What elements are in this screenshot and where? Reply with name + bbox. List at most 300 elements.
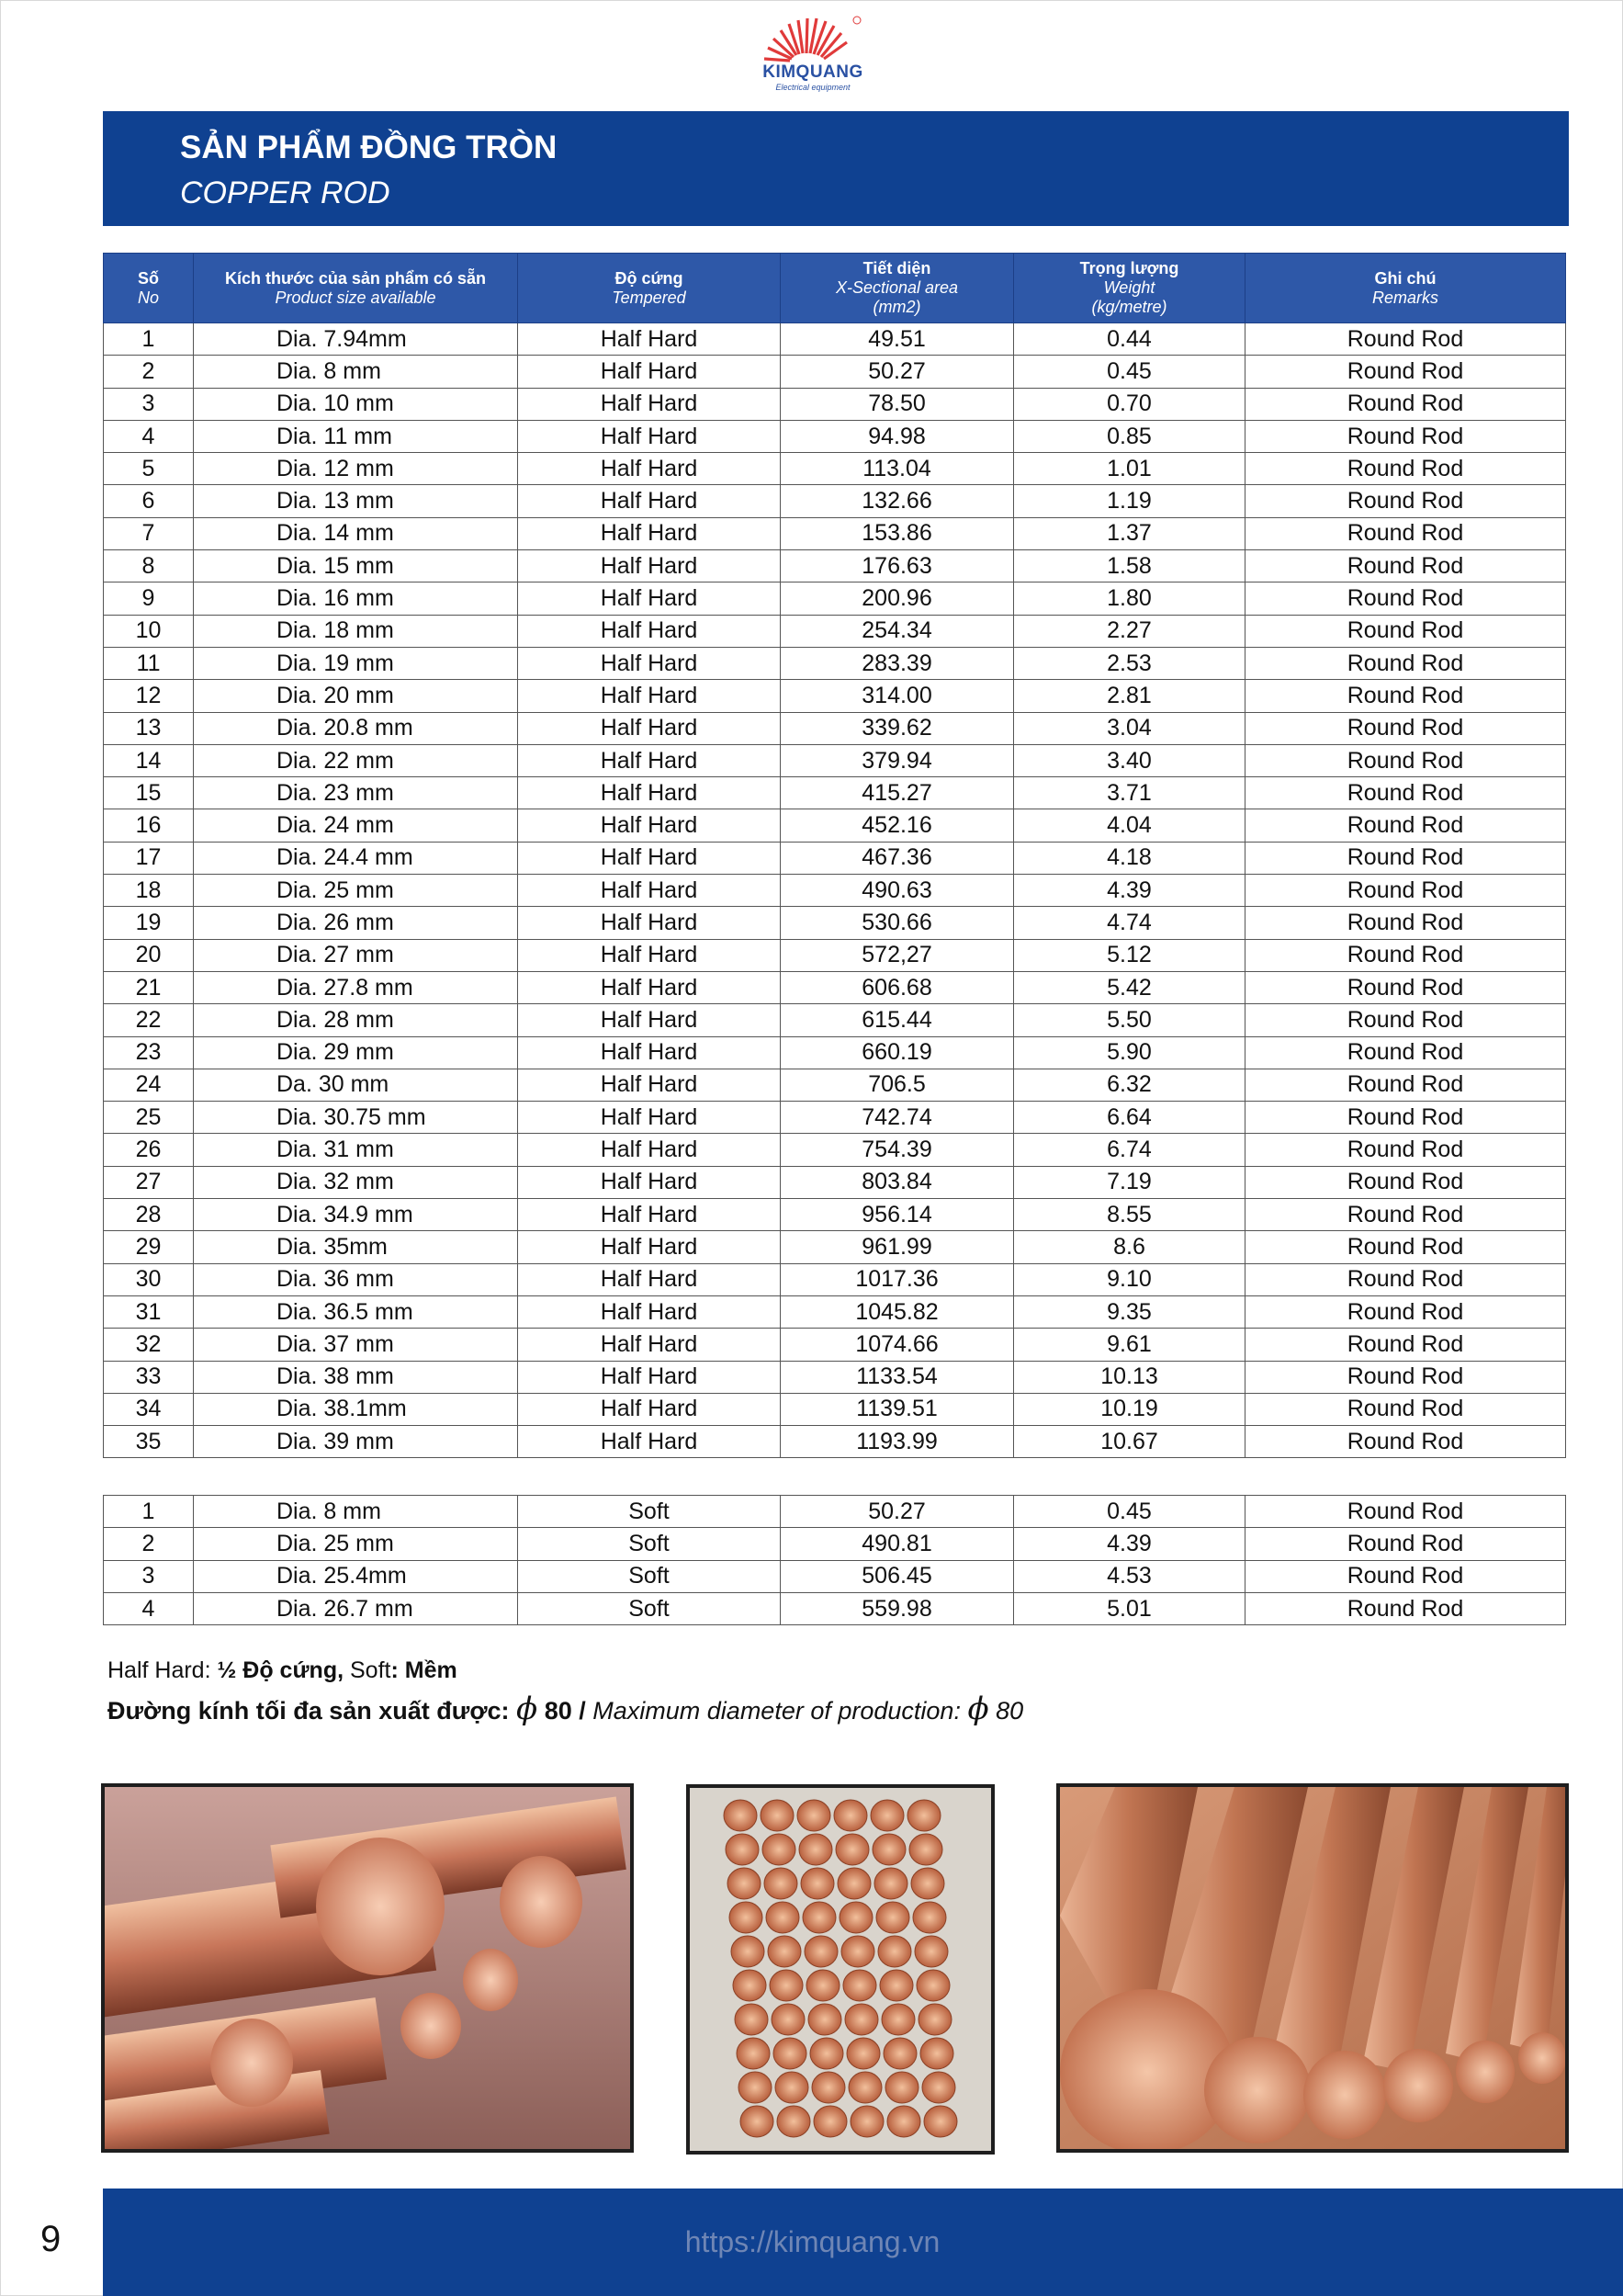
cell-weight: 6.74 [1014, 1134, 1245, 1166]
cell-area: 530.66 [781, 907, 1014, 939]
cell-area: 339.62 [781, 712, 1014, 744]
kimquang-logo [753, 13, 873, 92]
cell-size: Da. 30 mm [194, 1069, 518, 1101]
cell-size: Dia. 8 mm [194, 356, 518, 388]
cell-area: 132.66 [781, 485, 1014, 517]
cell-weight: 1.80 [1014, 582, 1245, 615]
cell-weight: 2.27 [1014, 615, 1245, 647]
cell-weight: 0.45 [1014, 1496, 1245, 1528]
rod-end-face [803, 1902, 836, 1933]
cell-area: 1017.36 [781, 1263, 1014, 1295]
rod-end-face [729, 1902, 762, 1933]
rod-end-face [922, 2072, 955, 2103]
table-row [104, 907, 1566, 939]
cell-no: 19 [104, 907, 194, 939]
cell-no: 2 [104, 356, 194, 388]
table-row [104, 712, 1566, 744]
cell-remarks: Round Rod [1245, 1036, 1566, 1069]
table-row [104, 582, 1566, 615]
table-row [104, 1560, 1566, 1592]
table-row [104, 875, 1566, 907]
legend-soft-value: : Mềm [390, 1657, 457, 1683]
cell-no: 13 [104, 712, 194, 744]
cell-size: Dia. 38 mm [194, 1361, 518, 1393]
table-row [104, 485, 1566, 517]
cell-weight: 4.18 [1014, 842, 1245, 874]
rod-end-face [735, 2004, 768, 2035]
cell-size: Dia. 26 mm [194, 907, 518, 939]
rod-end-face [841, 1936, 874, 1967]
cell-size: Dia. 11 mm [194, 420, 518, 452]
cell-tempered: Half Hard [518, 1134, 781, 1166]
table-row [104, 1496, 1566, 1528]
cell-weight: 3.40 [1014, 744, 1245, 776]
cell-weight: 0.45 [1014, 356, 1245, 388]
cell-no: 3 [104, 1560, 194, 1592]
cell-weight: 7.19 [1014, 1166, 1245, 1198]
cell-weight: 9.61 [1014, 1329, 1245, 1361]
rod-end-face [805, 1936, 838, 1967]
cell-no: 1 [104, 1496, 194, 1528]
table-row [104, 1134, 1566, 1166]
rod-end-face [740, 2106, 773, 2137]
cell-weight: 5.12 [1014, 939, 1245, 971]
cell-no: 33 [104, 1361, 194, 1393]
table-row [104, 356, 1566, 388]
cell-remarks: Round Rod [1245, 809, 1566, 842]
cell-no: 6 [104, 485, 194, 517]
rod-end-face [797, 1800, 830, 1831]
cell-no: 4 [104, 1592, 194, 1624]
rod-end-face [766, 1902, 799, 1933]
cell-size: Dia. 34.9 mm [194, 1199, 518, 1231]
rod-end-face [847, 2038, 880, 2069]
soft-table [103, 1495, 1566, 1625]
cell-remarks: Round Rod [1245, 1134, 1566, 1166]
cell-size: Dia. 32 mm [194, 1166, 518, 1198]
rod-end-face [873, 1834, 906, 1865]
cell-size: Dia. 20.8 mm [194, 712, 518, 744]
cell-no: 35 [104, 1426, 194, 1458]
table-row [104, 550, 1566, 582]
rod-end-face [806, 1970, 840, 2001]
table-row [104, 388, 1566, 420]
cell-remarks: Round Rod [1245, 875, 1566, 907]
cell-tempered: Half Hard [518, 777, 781, 809]
cell-weight: 2.53 [1014, 647, 1245, 679]
cell-tempered: Half Hard [518, 485, 781, 517]
page-title-vn: SẢN PHẨM ĐỒNG TRÒN [180, 130, 558, 165]
rod-end-face [770, 1970, 803, 2001]
rod-end-face [773, 2038, 806, 2069]
rod-end-face [724, 1800, 757, 1831]
rod-end-face [838, 1868, 871, 1899]
cell-area: 50.27 [781, 1496, 1014, 1528]
cell-tempered: Half Hard [518, 1426, 781, 1458]
cell-weight: 2.81 [1014, 680, 1245, 712]
table-row [104, 1004, 1566, 1036]
cell-tempered: Half Hard [518, 907, 781, 939]
rod-end-face [762, 1834, 795, 1865]
cell-tempered: Half Hard [518, 1102, 781, 1134]
cell-tempered: Half Hard [518, 971, 781, 1003]
cell-size: Dia. 38.1mm [194, 1393, 518, 1425]
cell-size: Dia. 7.94mm [194, 323, 518, 356]
cell-area: 615.44 [781, 1004, 1014, 1036]
sunburst-logo-icon [753, 13, 873, 68]
cell-weight: 4.04 [1014, 809, 1245, 842]
rod-end-face [764, 1868, 797, 1899]
cell-remarks: Round Rod [1245, 680, 1566, 712]
cell-weight: 1.37 [1014, 517, 1245, 549]
cell-remarks: Round Rod [1245, 712, 1566, 744]
separator: / [571, 1697, 593, 1725]
cell-tempered: Half Hard [518, 420, 781, 452]
cell-no: 27 [104, 1166, 194, 1198]
cell-area: 754.39 [781, 1134, 1014, 1166]
table-row [104, 1166, 1566, 1198]
cell-tempered: Half Hard [518, 615, 781, 647]
cell-tempered: Half Hard [518, 1004, 781, 1036]
cell-weight: 4.39 [1014, 1528, 1245, 1560]
rod-end-face [884, 2038, 917, 2069]
table-row [104, 842, 1566, 874]
cell-size: Dia. 8 mm [194, 1496, 518, 1528]
rod-end-face [775, 2072, 808, 2103]
copper-rods-photo-3 [1056, 1783, 1569, 2153]
max-diameter-note [107, 1691, 1023, 1727]
cell-area: 572,27 [781, 939, 1014, 971]
rod-end-face [907, 1800, 941, 1831]
cell-size: Dia. 27.8 mm [194, 971, 518, 1003]
cell-size: Dia. 36 mm [194, 1263, 518, 1295]
cell-no: 14 [104, 744, 194, 776]
rod-end-face [812, 2072, 845, 2103]
rod-end-face [808, 2004, 841, 2035]
cell-weight: 10.13 [1014, 1361, 1245, 1393]
rod-end-face [919, 2004, 952, 2035]
cell-weight: 10.19 [1014, 1393, 1245, 1425]
cell-tempered: Half Hard [518, 1199, 781, 1231]
rod-end-face [880, 1970, 913, 2001]
max-diameter-vn: Đường kính tối đa sản xuất được: [107, 1697, 517, 1725]
rod-end-face [777, 2106, 810, 2137]
table-row [104, 1393, 1566, 1425]
cell-remarks: Round Rod [1245, 1496, 1566, 1528]
cell-weight: 0.85 [1014, 420, 1245, 452]
cell-no: 5 [104, 453, 194, 485]
rod-end-face [924, 2106, 957, 2137]
cell-weight: 5.90 [1014, 1036, 1245, 1069]
table-row [104, 420, 1566, 452]
cell-tempered: Soft [518, 1592, 781, 1624]
cell-tempered: Half Hard [518, 356, 781, 388]
cell-tempered: Half Hard [518, 680, 781, 712]
cell-remarks: Round Rod [1245, 453, 1566, 485]
phi-symbol-en: ϕ [967, 1691, 989, 1727]
cell-size: Dia. 25 mm [194, 1528, 518, 1560]
cell-tempered: Half Hard [518, 1263, 781, 1295]
cell-tempered: Half Hard [518, 453, 781, 485]
cell-tempered: Half Hard [518, 582, 781, 615]
max-diameter-value-vn: 80 [537, 1697, 572, 1725]
cell-tempered: Half Hard [518, 1231, 781, 1263]
cell-area: 452.16 [781, 809, 1014, 842]
cell-weight: 5.01 [1014, 1592, 1245, 1624]
cell-area: 467.36 [781, 842, 1014, 874]
cell-remarks: Round Rod [1245, 356, 1566, 388]
cell-remarks: Round Rod [1245, 744, 1566, 776]
cell-size: Dia. 15 mm [194, 550, 518, 582]
table-row [104, 453, 1566, 485]
rod-end-face [878, 1936, 911, 1967]
rod-end-face [768, 1936, 801, 1967]
cell-size: Dia. 36.5 mm [194, 1295, 518, 1328]
cell-area: 606.68 [781, 971, 1014, 1003]
header-weight: Trọng lượng Weight (kg/metre) [1014, 254, 1245, 323]
cell-no: 17 [104, 842, 194, 874]
cell-size: Dia. 25 mm [194, 875, 518, 907]
table-row [104, 744, 1566, 776]
cell-tempered: Half Hard [518, 744, 781, 776]
rod-end-face [917, 1970, 950, 2001]
cell-weight: 0.70 [1014, 388, 1245, 420]
cell-size: Dia. 35mm [194, 1231, 518, 1263]
table-row [104, 809, 1566, 842]
cell-remarks: Round Rod [1245, 582, 1566, 615]
cell-size: Dia. 16 mm [194, 582, 518, 615]
table-row [104, 1263, 1566, 1295]
cell-remarks: Round Rod [1245, 1102, 1566, 1134]
cell-size: Dia. 23 mm [194, 777, 518, 809]
cell-area: 113.04 [781, 453, 1014, 485]
table-row [104, 777, 1566, 809]
cell-no: 2 [104, 1528, 194, 1560]
cell-area: 153.86 [781, 517, 1014, 549]
cell-remarks: Round Rod [1245, 1295, 1566, 1328]
rod-end-face [801, 1868, 834, 1899]
cell-tempered: Half Hard [518, 1393, 781, 1425]
cell-remarks: Round Rod [1245, 1329, 1566, 1361]
cell-no: 1 [104, 323, 194, 356]
footer-website-link[interactable]: https://kimquang.vn [684, 2225, 941, 2258]
cell-area: 50.27 [781, 356, 1014, 388]
cell-no: 28 [104, 1199, 194, 1231]
cell-size: Dia. 37 mm [194, 1329, 518, 1361]
table-row [104, 1295, 1566, 1328]
cell-area: 559.98 [781, 1592, 1014, 1624]
cell-size: Dia. 20 mm [194, 680, 518, 712]
cell-no: 31 [104, 1295, 194, 1328]
cell-remarks: Round Rod [1245, 971, 1566, 1003]
cell-size: Dia. 25.4mm [194, 1560, 518, 1592]
rod-end-face [849, 2072, 882, 2103]
cell-remarks: Round Rod [1245, 420, 1566, 452]
cell-tempered: Half Hard [518, 1069, 781, 1101]
cell-weight: 5.42 [1014, 971, 1245, 1003]
cell-no: 29 [104, 1231, 194, 1263]
cell-no: 4 [104, 420, 194, 452]
rod-end-face [836, 1834, 869, 1865]
cell-no: 21 [104, 971, 194, 1003]
cell-tempered: Half Hard [518, 1036, 781, 1069]
cell-tempered: Soft [518, 1560, 781, 1592]
cell-remarks: Round Rod [1245, 1528, 1566, 1560]
rod-end-face [885, 2072, 919, 2103]
table-row [104, 1036, 1566, 1069]
cell-area: 706.5 [781, 1069, 1014, 1101]
cell-size: Dia. 29 mm [194, 1036, 518, 1069]
cell-area: 94.98 [781, 420, 1014, 452]
cell-tempered: Half Hard [518, 647, 781, 679]
max-diameter-value-en: 80 [988, 1697, 1024, 1725]
cell-tempered: Half Hard [518, 550, 781, 582]
cell-tempered: Half Hard [518, 388, 781, 420]
cell-weight: 1.58 [1014, 550, 1245, 582]
cell-remarks: Round Rod [1245, 550, 1566, 582]
cell-no: 22 [104, 1004, 194, 1036]
cell-weight: 4.74 [1014, 907, 1245, 939]
cell-remarks: Round Rod [1245, 1393, 1566, 1425]
cell-tempered: Half Hard [518, 1166, 781, 1198]
cell-area: 49.51 [781, 323, 1014, 356]
cell-area: 1045.82 [781, 1295, 1014, 1328]
cell-area: 506.45 [781, 1560, 1014, 1592]
rod-end-face [915, 1936, 948, 1967]
cell-weight: 5.50 [1014, 1004, 1245, 1036]
cell-tempered: Half Hard [518, 712, 781, 744]
cell-area: 742.74 [781, 1102, 1014, 1134]
cell-no: 26 [104, 1134, 194, 1166]
cell-no: 32 [104, 1329, 194, 1361]
table-header-row [104, 254, 1566, 323]
cell-remarks: Round Rod [1245, 485, 1566, 517]
cell-area: 1074.66 [781, 1329, 1014, 1361]
table-row [104, 971, 1566, 1003]
cell-no: 18 [104, 875, 194, 907]
cell-size: Dia. 26.7 mm [194, 1592, 518, 1624]
page-number: 9 [40, 2219, 62, 2259]
cell-no: 7 [104, 517, 194, 549]
cell-area: 379.94 [781, 744, 1014, 776]
rod-end-face [871, 1800, 904, 1831]
header-tempered: Độ cứng Tempered [518, 254, 781, 323]
cell-remarks: Round Rod [1245, 777, 1566, 809]
cell-area: 314.00 [781, 680, 1014, 712]
cell-weight: 6.32 [1014, 1069, 1245, 1101]
soft-table-body [104, 1496, 1566, 1625]
header-remarks: Ghi chú Remarks [1245, 254, 1566, 323]
cell-remarks: Round Rod [1245, 939, 1566, 971]
cell-tempered: Half Hard [518, 875, 781, 907]
table-row [104, 1102, 1566, 1134]
cell-remarks: Round Rod [1245, 1592, 1566, 1624]
cell-no: 25 [104, 1102, 194, 1134]
legend-soft-label: Soft [344, 1657, 391, 1683]
cell-tempered: Half Hard [518, 842, 781, 874]
cell-weight: 4.53 [1014, 1560, 1245, 1592]
cell-area: 490.81 [781, 1528, 1014, 1560]
cell-remarks: Round Rod [1245, 615, 1566, 647]
rod-end-face [920, 2038, 953, 2069]
cell-size: Dia. 27 mm [194, 939, 518, 971]
cell-no: 12 [104, 680, 194, 712]
title-band [103, 111, 1569, 226]
cell-area: 176.63 [781, 550, 1014, 582]
cell-remarks: Round Rod [1245, 1069, 1566, 1101]
cell-remarks: Round Rod [1245, 1231, 1566, 1263]
cell-remarks: Round Rod [1245, 1199, 1566, 1231]
rod-end-face [810, 2038, 843, 2069]
cell-weight: 1.01 [1014, 453, 1245, 485]
cell-weight: 4.39 [1014, 875, 1245, 907]
rod-end-face [761, 1800, 794, 1831]
cell-tempered: Half Hard [518, 517, 781, 549]
legend-half-hard-value: ½ Độ cứng, [217, 1657, 344, 1683]
rod-end-face [727, 1868, 761, 1899]
rod-end-face [772, 2004, 805, 2035]
cell-size: Dia. 24 mm [194, 809, 518, 842]
table-row [104, 1231, 1566, 1263]
cell-remarks: Round Rod [1245, 1004, 1566, 1036]
half-hard-table-body [104, 323, 1566, 1458]
cell-weight: 1.19 [1014, 485, 1245, 517]
cell-no: 30 [104, 1263, 194, 1295]
cell-no: 23 [104, 1036, 194, 1069]
cell-area: 1193.99 [781, 1426, 1014, 1458]
cell-area: 961.99 [781, 1231, 1014, 1263]
cell-remarks: Round Rod [1245, 1426, 1566, 1458]
rod-end-face [843, 1970, 876, 2001]
header-area: Tiết diện X-Sectional area (mm2) [781, 254, 1014, 323]
rod-end-face [737, 2038, 770, 2069]
footer-band [103, 2189, 1623, 2296]
cell-weight: 3.04 [1014, 712, 1245, 744]
rod-end-face [814, 2106, 847, 2137]
table-row [104, 1592, 1566, 1624]
cell-size: Dia. 28 mm [194, 1004, 518, 1036]
cell-size: Dia. 30.75 mm [194, 1102, 518, 1134]
cell-weight: 0.44 [1014, 323, 1245, 356]
table-row [104, 615, 1566, 647]
rod-end-face [876, 1902, 909, 1933]
rod-end-face [834, 1800, 867, 1831]
cell-area: 415.27 [781, 777, 1014, 809]
cell-area: 254.34 [781, 615, 1014, 647]
cell-size: Dia. 19 mm [194, 647, 518, 679]
cell-no: 16 [104, 809, 194, 842]
cell-weight: 6.64 [1014, 1102, 1245, 1134]
cell-size: Dia. 24.4 mm [194, 842, 518, 874]
table-row [104, 939, 1566, 971]
cell-size: Dia. 13 mm [194, 485, 518, 517]
cell-tempered: Half Hard [518, 323, 781, 356]
cell-remarks: Round Rod [1245, 388, 1566, 420]
copper-rods-photo-1 [101, 1783, 634, 2153]
rod-end-face [731, 1936, 764, 1967]
cell-size: Dia. 14 mm [194, 517, 518, 549]
copper-rods-photo-2 [686, 1784, 995, 2155]
rod-end-face [733, 1970, 766, 2001]
cell-no: 24 [104, 1069, 194, 1101]
cell-weight: 10.67 [1014, 1426, 1245, 1458]
phi-symbol: ϕ [516, 1691, 538, 1727]
cell-area: 490.63 [781, 875, 1014, 907]
cell-size: Dia. 18 mm [194, 615, 518, 647]
cell-remarks: Round Rod [1245, 842, 1566, 874]
table-row [104, 1069, 1566, 1101]
logo-wordmark: KIMQUANG [762, 62, 863, 82]
